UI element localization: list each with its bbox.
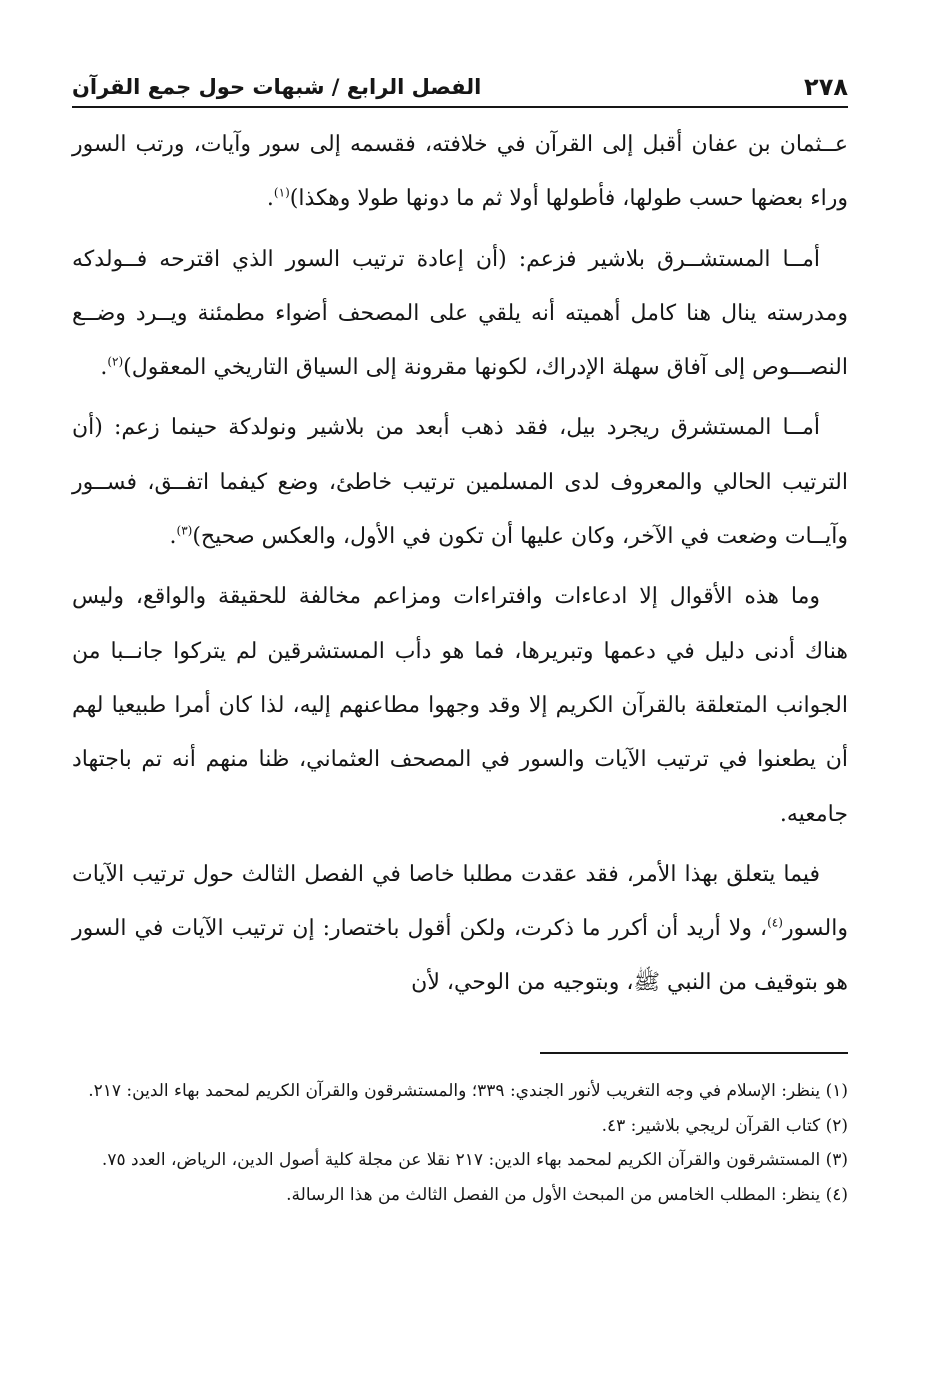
paragraph-end: . — [266, 186, 274, 212]
paragraph-text-continued: ، ولا أريد أن أكرر ما ذكرت، ولكن أقول باختصار: إن ترتيب الآيات في السور هو بتوقيف من النبي ﷺ، وبتوجيه من الوحي، لأن — [72, 916, 848, 996]
footnote-2: (٢) كتاب القرآن لريجي بلاشير: ٤٣. — [601, 1115, 848, 1136]
footnotes — [72, 1074, 848, 1212]
footnote-rule — [540, 1052, 848, 1054]
main-text — [72, 118, 848, 1011]
paragraph-1 — [72, 118, 848, 227]
footnote-ref-1: (١) — [273, 185, 290, 200]
paragraph-text: أمــا المستشــرق بلاشير فزعم: (أن إعادة ترتيب السور الذي اقترحه فــولدكه ومدرسته ينال هنا كامل أهميته أنه يلقي على المصحف أضواء مطمئنة ويــرد وضــع النصـــوص إلى آفاق سهلة الإدراك، لكونها مقرونة إلى السياق التاريخي المعقول) — [72, 246, 848, 381]
paragraph-text: فيما يتعلق بهذا الأمر، فقد عقدت مطلبا خاصا في الفصل الثالث حول ترتيب الآيات والسور — [72, 861, 848, 942]
footnote-4: (٤) ينظر: المطلب الخامس من المبحث الأول من الفصل الثالث من هذا الرسالة. — [286, 1184, 848, 1205]
paragraph-end: . — [169, 524, 177, 550]
header-rule — [72, 106, 848, 108]
paragraph-3 — [72, 401, 848, 564]
footnote-1: (١) ينظر: الإسلام في وجه التغريب لأنور الجندي: ٣٣٩؛ والمستشرقون والقرآن الكريم لمحمد بهاء الدين: ٢١٧. — [88, 1081, 848, 1101]
paragraph-2 — [72, 233, 848, 396]
footnote-ref-3: (٣) — [176, 523, 193, 538]
footnote-3: (٣) المستشرقون والقرآن الكريم لمحمد بهاء الدين: ٢١٧ نقلا عن مجلة كلية أصول الدين، الرياض، العدد ٧٥. — [101, 1150, 848, 1170]
paragraph-5 — [72, 848, 848, 1011]
footnote-ref-2: (٢) — [107, 354, 124, 369]
running-title: الفصل الرابع / شبهات حول جمع القرآن — [72, 75, 482, 99]
page-header — [72, 62, 848, 102]
footnote-ref-4: (٤) — [767, 915, 783, 930]
paragraph-text: وما هذه الأقوال إلا ادعاءات وافتراءات ومزاعم مخالفة للحقيقة والواقع، وليس هناك أدنى دليل في دعمها وتبريرها، فما هو دأب المستشرقين لم يتركوا جانــبا من الجوانب المتعلقة بالقرآن الكريم إلا وقد وجهوا مطاعنهم إليه، لذا كان أمرا طبيعيا لهم أن يطعنوا في ترتيب الآيات والسور في المصحف العثماني، ظنا منهم أنه تم باجتهاد جامعيه. — [72, 584, 848, 827]
paragraph-text: أمــا المستشرق ريجرد بيل، فقد ذهب أبعد من بلاشير ونولدكة حينما زعم: (أن الترتيب الحالي والمعروف لدى المسلمين ترتيب خاطئ، وضع كيفما اتفــق، فســور وآيــات وضعت في الآخر، وكان عليها أن تكون في الأول، والعكس صحيح) — [72, 415, 848, 550]
page-number: ٢٧٨ — [804, 73, 848, 101]
paragraph-end: . — [100, 355, 108, 381]
paragraph-text: عــثمان بن عفان أقبل إلى القرآن في خلافته، فقسمه إلى سور وآيات، ورتب السور وراء بعضها حسب طولها، فأطولها أولا ثم ما دونها طولا وهكذا) — [72, 132, 848, 212]
paragraph-4 — [72, 570, 848, 841]
